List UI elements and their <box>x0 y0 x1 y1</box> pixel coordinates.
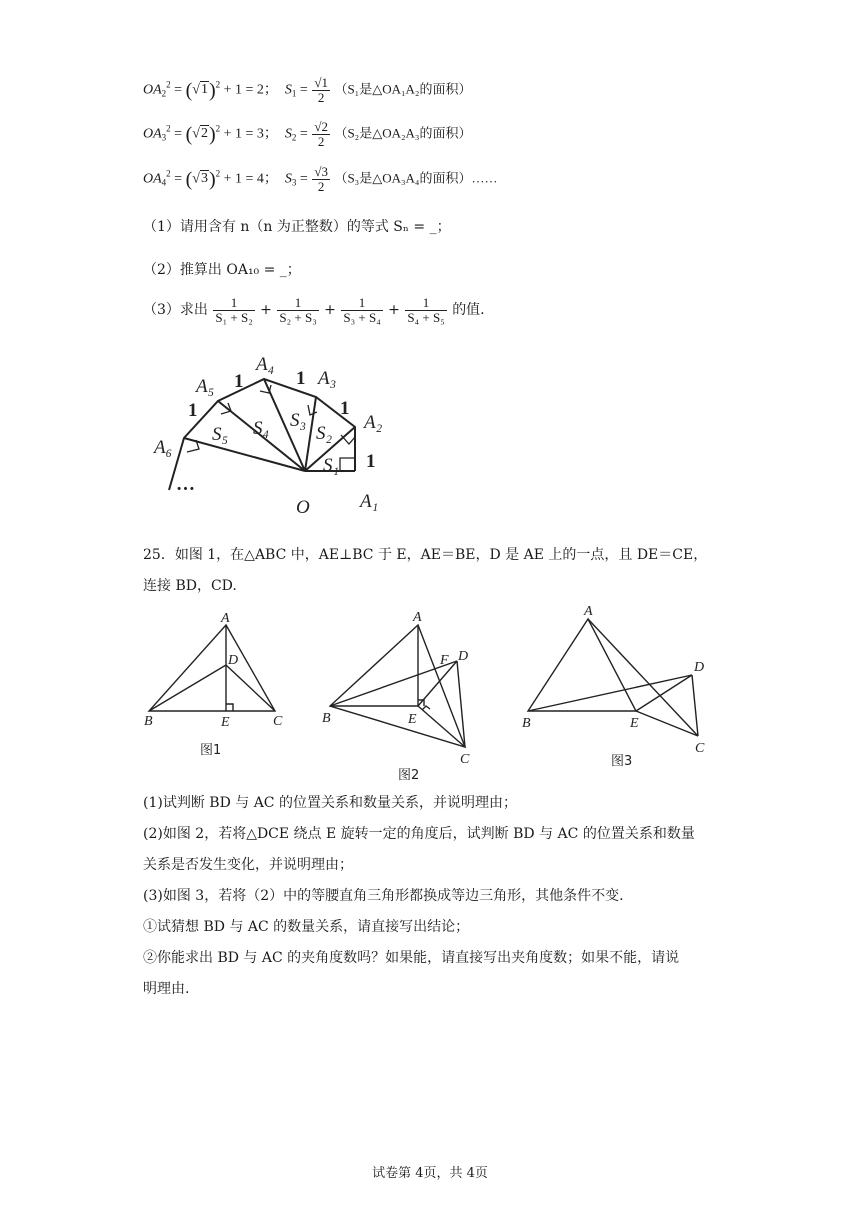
svg-text:B: B <box>144 714 153 729</box>
page-footer: 试卷第 4页，共 4页 <box>372 1166 488 1181</box>
problem-25-questions <box>143 788 723 1005</box>
label-A1: A₁ <box>360 491 379 512</box>
question-25-2a: (2)如图 2，若将△DCE 绕点 E 旋转一定的角度后，试判断 BD 与 AC 的位置关系和数量 <box>143 826 695 842</box>
problem-25-stem: 25．如图 1，在△ABC 中，AE⊥BC 于 E，AE＝BE，D 是 AE 上的一点，且 DE＝CE， 连接 BD，CD. <box>143 547 708 594</box>
label-1-A3A2: 1 <box>340 398 350 419</box>
svg-text:B: B <box>322 711 331 726</box>
label-A3: A₃ <box>318 368 337 389</box>
question-25-3a: ①试猜想 BD 与 AC 的数量关系，请直接写出结论； <box>143 919 470 935</box>
svg-text:F: F <box>440 653 449 668</box>
label-1-A4A3: 1 <box>296 368 306 389</box>
equation-line-1: $OA_2^2 = (√1)^2 + 1 = 2$； $S_1$ = $\frac{√1}{2}$ （S₁是△OA₁A₂的面积） <box>143 75 472 105</box>
figure-2-caption: 图2 <box>398 768 420 783</box>
svg-text:D: D <box>694 660 705 675</box>
label-A6: A₆ <box>154 437 173 458</box>
figure-2 <box>318 603 488 788</box>
label-S1: S₁ <box>323 455 340 476</box>
label-A5: A₅ <box>196 376 215 397</box>
svg-text:E: E <box>408 712 417 727</box>
figure-1 <box>140 612 300 762</box>
svg-text:A: A <box>413 610 422 625</box>
figure-3-caption: 图3 <box>611 754 633 769</box>
ellipsis: … <box>176 474 195 495</box>
label-A4: A₄ <box>256 354 275 375</box>
question-25-3: (3)如图 3，若将（2）中的等腰直角三角形都换成等边三角形，其他条件不变. <box>143 888 624 904</box>
label-1-A5A4: 1 <box>234 371 244 392</box>
svg-text:E: E <box>221 715 230 730</box>
question-25-3b-1: ②你能求出 BD 与 AC 的夹角度数吗？如果能，请直接写出夹角度数；如果不能，请说 <box>143 950 680 966</box>
label-S5: S₅ <box>212 424 229 445</box>
label-A2: A₂ <box>364 412 383 433</box>
svg-text:D: D <box>228 653 239 668</box>
svg-text:D: D <box>458 649 469 664</box>
label-O: O <box>296 497 310 518</box>
question-25-3b-2: 明理由. <box>143 981 190 997</box>
figure-3 <box>518 603 718 778</box>
question-25-1: (1)试判断 BD 与 AC 的位置关系和数量关系，并说明理由； <box>143 795 517 811</box>
label-1-A6A5: 1 <box>188 400 198 421</box>
question-24-2: （2）推算出 OA₁₀ = _； <box>143 262 301 278</box>
label-S4: S₄ <box>253 418 270 439</box>
question-24-3: （3）求出 $\frac{1}{\text{S₁ + S₂}}$ + $\frac{1}{\text{S₂ + S₃}}$ + $\frac{1}{\text{S₃ + S₄}}$ + $\frac{1}{\text{S₄ + S₅}}$ 的值. <box>143 295 485 325</box>
label-S3: S₃ <box>290 410 307 431</box>
question-24-1: （1）请用含有 n（n 为正整数）的等式 Sₙ = _； <box>143 219 451 235</box>
figure-1-caption: 图1 <box>200 743 222 758</box>
svg-text:A: A <box>584 604 593 619</box>
svg-text:C: C <box>273 714 283 729</box>
equation-line-2: $OA_3^2 = (√2)^2 + 1 = 3$； $S_2$ = $\frac{√2}{2}$ （S₂是△OA₂A₃的面积） <box>143 119 472 149</box>
svg-text:C: C <box>695 741 705 756</box>
label-1-A2A1: 1 <box>366 451 376 472</box>
svg-text:C: C <box>460 752 470 767</box>
question-25-2b: 关系是否发生变化，并说明理由； <box>143 857 353 873</box>
label-S2: S₂ <box>316 423 333 444</box>
svg-text:B: B <box>522 716 531 731</box>
svg-text:A: A <box>221 612 230 626</box>
svg-text:E: E <box>630 716 639 731</box>
spiral-triangle-figure <box>150 350 400 520</box>
equation-line-3: $OA_4^2 = (√3)^2 + 1 = 4$； $S_3$ = $\frac{√3}{2}$ （S₃是△OA₃A₄的面积）…… <box>143 164 498 194</box>
